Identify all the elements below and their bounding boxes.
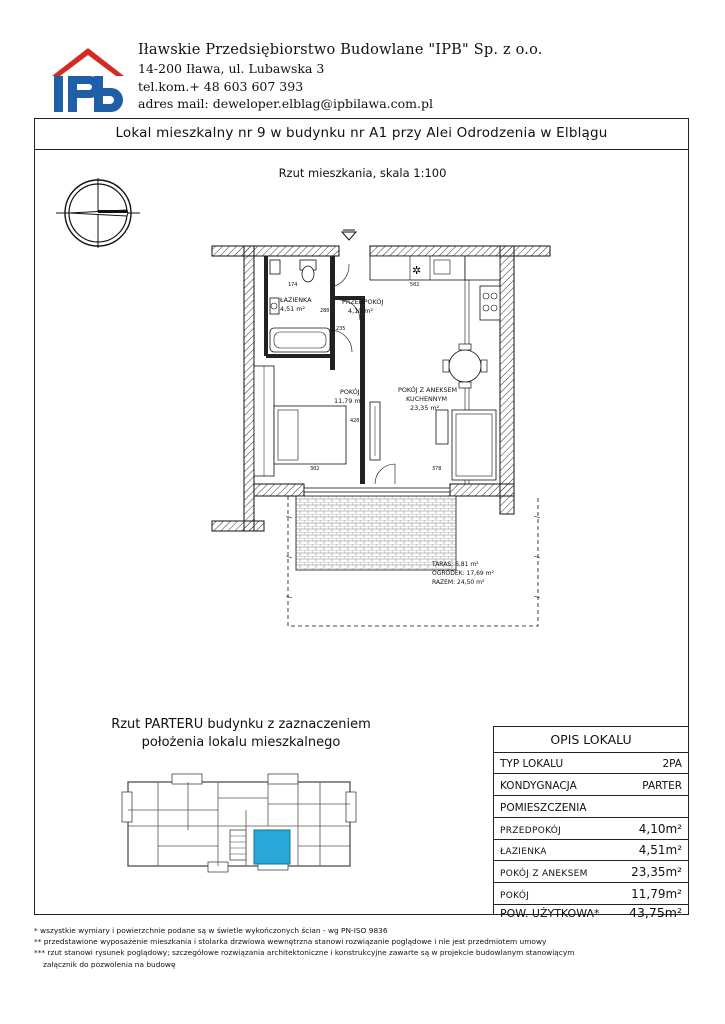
footnote-1: * wszystkie wymiary i powierzchnie podane są w świetle wykończonych ścian - wg PN-ISO 9836 — [34, 926, 388, 935]
dim-502: 502 — [410, 282, 420, 288]
table-title: OPIS LOKALU — [550, 732, 632, 747]
hall-label: PRZEDPOKÓJ — [342, 298, 384, 306]
company-phone: tel.kom.+ 48 603 607 393 — [138, 78, 304, 94]
terrace-area: TARAS: 6,81 m² — [432, 561, 479, 568]
table-header — [494, 727, 688, 753]
svg-text:✲: ✲ — [412, 264, 422, 277]
document-title: Lokal mieszkalny nr 9 w budynku nr A1 przy Alei Odrodzenia w Elblągu — [115, 125, 608, 141]
living-label-2: KUCHENNYM — [406, 395, 447, 403]
footnote-3: *** rzut stanowi rysunek poglądowy; szczegółowe rozwiązania architektoniczne i konstrukcyjne zawarte są w projekcie budowlanym stanowiącym — [34, 948, 575, 958]
bathroom-area: 4,51 m² — [280, 305, 306, 313]
table-row: POMIESZCZENIA — [494, 796, 688, 818]
parter-title-line1: Rzut PARTERU budynku z zaznaczeniem — [111, 717, 371, 732]
table-row-total-content: POW. UŻYTKOWA* 43,75m² — [500, 905, 682, 920]
dim-174: 174 — [288, 282, 298, 288]
parter-title-line2: położenia lokalu mieszkalnego — [141, 735, 341, 750]
footnotes — [34, 925, 694, 970]
dim-378: 378 — [432, 466, 442, 472]
table-row: POKÓJ 11,79m² — [494, 883, 688, 905]
company-email[interactable]: adres mail: deweloper.elblag@ipbilawa.com.pl — [138, 96, 433, 111]
table-row: PRZEDPOKÓJ 4,10m² — [494, 818, 688, 840]
bedroom-label: POKÓJ — [340, 388, 360, 396]
footnote-2: ** przedstawione wyposażenie mieszkania i stolarka drzwiowa wewnętrzna stanowi rozwiązanie poglądowe i nie jest przedmiotem umowy — [34, 937, 547, 947]
plan-title: Rzut mieszkania, skala 1:100 — [278, 166, 447, 180]
north-arrow-icon — [52, 176, 144, 250]
apartment-floor-plan — [200, 226, 570, 636]
footnote-3-cont: załącznik do pozwolenia na budowę — [43, 959, 176, 969]
table-row: TYP LOKALU 2PA — [494, 753, 688, 774]
garden-area: OGRÓDEK: 17,69 m² — [432, 570, 494, 577]
ipb-logo — [50, 42, 126, 114]
title-row — [35, 119, 688, 150]
ground-floor-plan — [108, 770, 370, 880]
bathroom-label: ŁAZIENKA — [280, 296, 312, 304]
table-row: ŁAZIENKA 4,51m² — [494, 840, 688, 861]
living-label-1: POKÓJ Z ANEKSEM — [398, 386, 458, 394]
parter-title — [106, 716, 376, 752]
company-address: 14-200 Iława, ul. Lubawska 3 — [138, 61, 325, 76]
company-name: Iławskie Przedsiębiorstwo Budowlane "IPB" Sp. z o.o. — [138, 42, 543, 58]
dim-302: 302 — [310, 466, 320, 472]
company-info — [138, 40, 543, 113]
unit-description-table — [493, 726, 688, 920]
bedroom-area: 11,79 m² — [334, 397, 364, 405]
dim-420: 420 — [350, 418, 360, 424]
outdoor-total: RAZEM: 24,50 m² — [432, 579, 485, 586]
living-area: 23,35 m² — [410, 404, 440, 412]
apartment-highlight — [254, 830, 290, 864]
table-row: POKÓJ Z ANEKSEM 23,35m² — [494, 861, 688, 883]
dim-280: 280 — [320, 308, 330, 314]
hall-area: 4,10 m² — [348, 307, 374, 315]
table-row: KONDYGNACJA PARTER — [494, 774, 688, 796]
dim-235: 235 — [336, 326, 346, 332]
